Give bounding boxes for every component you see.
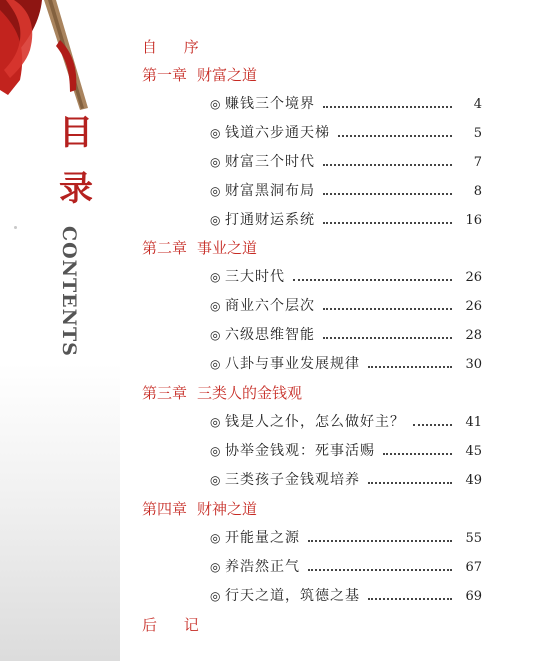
chapter-4-heading[interactable] [142,498,482,522]
chapter-2-heading[interactable] [142,237,482,261]
bullet-circle-icon: ◎ [210,213,221,227]
entry-page-number: 26 [465,270,482,285]
entry-title: 六级思维智能 [225,327,315,343]
toc-entry[interactable] [210,324,482,348]
entry-title: 八卦与事业发展规律 [225,356,360,372]
toc-entry[interactable] [210,585,482,609]
toc-entry[interactable] [210,469,482,493]
entry-page-number: 7 [473,155,482,170]
entry-page-number: 8 [473,184,482,199]
red-ribbon-rope-icon [0,0,120,110]
bullet-circle-icon: ◎ [210,560,221,574]
toc-entry[interactable] [210,209,482,233]
entry-page-number: 26 [465,299,482,314]
entry-page-number: 55 [465,531,482,546]
chapter-title: 事业之道 [197,239,258,257]
chapter-title: 财富之道 [197,66,258,84]
bullet-circle-icon: ◎ [210,328,221,342]
toc-entry[interactable] [210,122,482,146]
chapter-1-heading[interactable] [142,64,482,88]
bullet-circle-icon: ◎ [210,270,221,284]
dot-leader [323,163,452,166]
chapter-number: 第四章 [142,500,188,518]
bullet-circle-icon: ◎ [210,415,221,429]
entry-page-number: 16 [465,213,482,228]
entry-title: 打通财运系统 [225,212,315,228]
chapter-number: 第二章 [142,239,188,257]
toc-heading-char-mu: 目 [59,113,93,153]
dot-leader [368,597,452,600]
entry-title: 钱是人之仆，怎么做好主？ [225,414,405,430]
dot-leader [308,539,452,542]
bullet-circle-icon: ◎ [210,473,221,487]
chapter-number: 第一章 [142,66,188,84]
dot-leader [383,452,452,455]
dot-leader [323,192,452,195]
bullet-circle-icon: ◎ [210,444,221,458]
chapter-title: 三类人的金钱观 [197,384,303,402]
dot-leader [293,278,452,281]
dot-leader [323,336,452,339]
dot-leader [338,134,452,137]
entry-page-number: 5 [473,126,482,141]
entry-page-number: 30 [465,357,482,372]
preface-heading[interactable]: 自 序 [142,38,210,56]
entry-title: 商业六个层次 [225,298,315,314]
toc-entry[interactable] [210,93,482,117]
entry-page-number: 49 [465,473,482,488]
entry-page-number: 67 [465,560,482,575]
toc-entry[interactable] [210,440,482,464]
chapter-title: 财神之道 [197,500,258,518]
contents-vertical-word: CONTENTS [58,226,80,357]
toc-entry[interactable] [210,353,482,377]
dot-leader [368,481,452,484]
afterword-heading[interactable]: 后 记 [142,616,210,634]
entry-title: 行天之道，筑德之基 [225,588,360,604]
dot-leader [308,568,452,571]
bullet-circle-icon: ◎ [210,97,221,111]
dot-leader [323,221,452,224]
entry-page-number: 28 [465,328,482,343]
toc-entry[interactable] [210,411,482,435]
toc-entry[interactable] [210,180,482,204]
bullet-circle-icon: ◎ [210,357,221,371]
entry-title: 协举金钱观：死事活赐 [225,443,375,459]
bullet-circle-icon: ◎ [210,299,221,313]
speck-mark [14,226,17,229]
bullet-circle-icon: ◎ [210,155,221,169]
bullet-circle-icon: ◎ [210,184,221,198]
toc-entry[interactable] [210,266,482,290]
chapter-number: 第三章 [142,384,188,402]
entry-title: 养浩然正气 [225,559,300,575]
dot-leader [323,105,452,108]
toc-heading-char-lu: 录 [59,169,93,209]
toc-entry[interactable] [210,527,482,551]
bullet-circle-icon: ◎ [210,126,221,140]
entry-page-number: 4 [473,97,482,112]
bullet-circle-icon: ◎ [210,531,221,545]
dot-leader [413,423,452,426]
entry-page-number: 45 [465,444,482,459]
toc-entry[interactable] [210,151,482,175]
entry-title: 财富黑洞布局 [225,183,315,199]
entry-title: 三类孩子金钱观培养 [225,472,360,488]
decorative-sidebar [0,0,120,661]
entry-title: 财富三个时代 [225,154,315,170]
entry-title: 开能量之源 [225,530,300,546]
bullet-circle-icon: ◎ [210,589,221,603]
dot-leader [368,365,452,368]
entry-title: 钱道六步通天梯 [225,125,330,141]
toc-entry[interactable] [210,556,482,580]
dot-leader [323,307,452,310]
entry-page-number: 41 [465,415,482,430]
entry-title: 三大时代 [225,269,285,285]
chapter-3-heading[interactable] [142,382,482,406]
toc-entry[interactable] [210,295,482,319]
entry-page-number: 69 [465,589,482,604]
entry-title: 赚钱三个境界 [225,96,315,112]
